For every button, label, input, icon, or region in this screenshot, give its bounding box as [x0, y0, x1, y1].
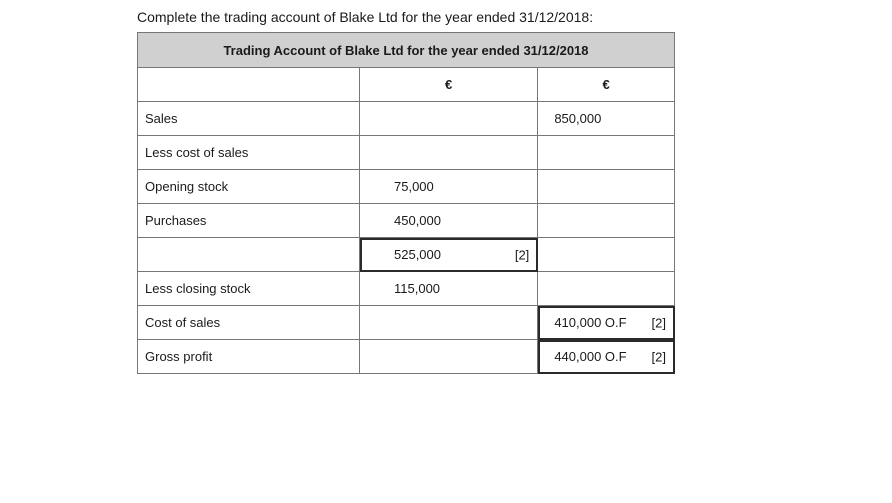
header-col2-currency: € — [360, 68, 538, 102]
table-row-subtotal — [138, 238, 675, 272]
cost-of-sales-value: 410,000 O.F — [554, 315, 627, 330]
header-col3-currency: € — [538, 68, 675, 102]
currency-header-row — [138, 68, 675, 102]
row-col2-value[interactable] — [360, 136, 538, 170]
subtotal-value: 525,000 — [394, 247, 441, 262]
table-row-sales — [138, 102, 675, 136]
row-col3-value-boxed[interactable] — [538, 306, 675, 340]
table-row-cost-of-sales — [138, 306, 675, 340]
row-col3-value[interactable]: 850,000 — [538, 102, 675, 136]
row-col2-value[interactable] — [360, 340, 538, 374]
header-label-cell — [138, 68, 360, 102]
table-row-less-cost-of-sales — [138, 136, 675, 170]
row-col2-value[interactable]: 75,000 — [360, 170, 538, 204]
row-col3-value-boxed[interactable] — [538, 340, 675, 374]
row-label: Opening stock — [138, 170, 360, 204]
table-row-gross-profit — [138, 340, 675, 374]
row-label: Less cost of sales — [138, 136, 360, 170]
row-col3-value[interactable] — [538, 170, 675, 204]
table-title: Trading Account of Blake Ltd for the year ended 31/12/2018 — [138, 33, 675, 68]
marks-annotation: [2] — [514, 247, 530, 262]
trading-account-table — [137, 32, 675, 374]
table-title-row — [138, 33, 675, 68]
table-row-less-closing-stock — [138, 272, 675, 306]
row-label: Less closing stock — [138, 272, 360, 306]
gross-profit-value: 440,000 O.F — [554, 349, 627, 364]
table-row-purchases — [138, 204, 675, 238]
row-col3-value[interactable] — [538, 238, 675, 272]
marks-annotation: [2] — [651, 349, 666, 364]
marks-annotation: [2] — [651, 315, 666, 330]
row-col2-value-boxed[interactable] — [360, 238, 538, 272]
instruction-text: Complete the trading account of Blake Ltd for the year ended 31/12/2018: — [137, 9, 594, 25]
row-col2-value[interactable]: 450,000 — [360, 204, 538, 238]
row-col3-value[interactable] — [538, 136, 675, 170]
row-label: Cost of sales — [138, 306, 360, 340]
row-label — [138, 238, 360, 272]
row-col2-value[interactable] — [360, 306, 538, 340]
row-label: Gross profit — [138, 340, 360, 374]
table-row-opening-stock — [138, 170, 675, 204]
row-label: Purchases — [138, 204, 360, 238]
row-col3-value[interactable] — [538, 272, 675, 306]
row-col2-value[interactable]: 115,000 — [360, 272, 538, 306]
row-label: Sales — [138, 102, 360, 136]
row-col3-value[interactable] — [538, 204, 675, 238]
row-col2-value[interactable] — [360, 102, 538, 136]
